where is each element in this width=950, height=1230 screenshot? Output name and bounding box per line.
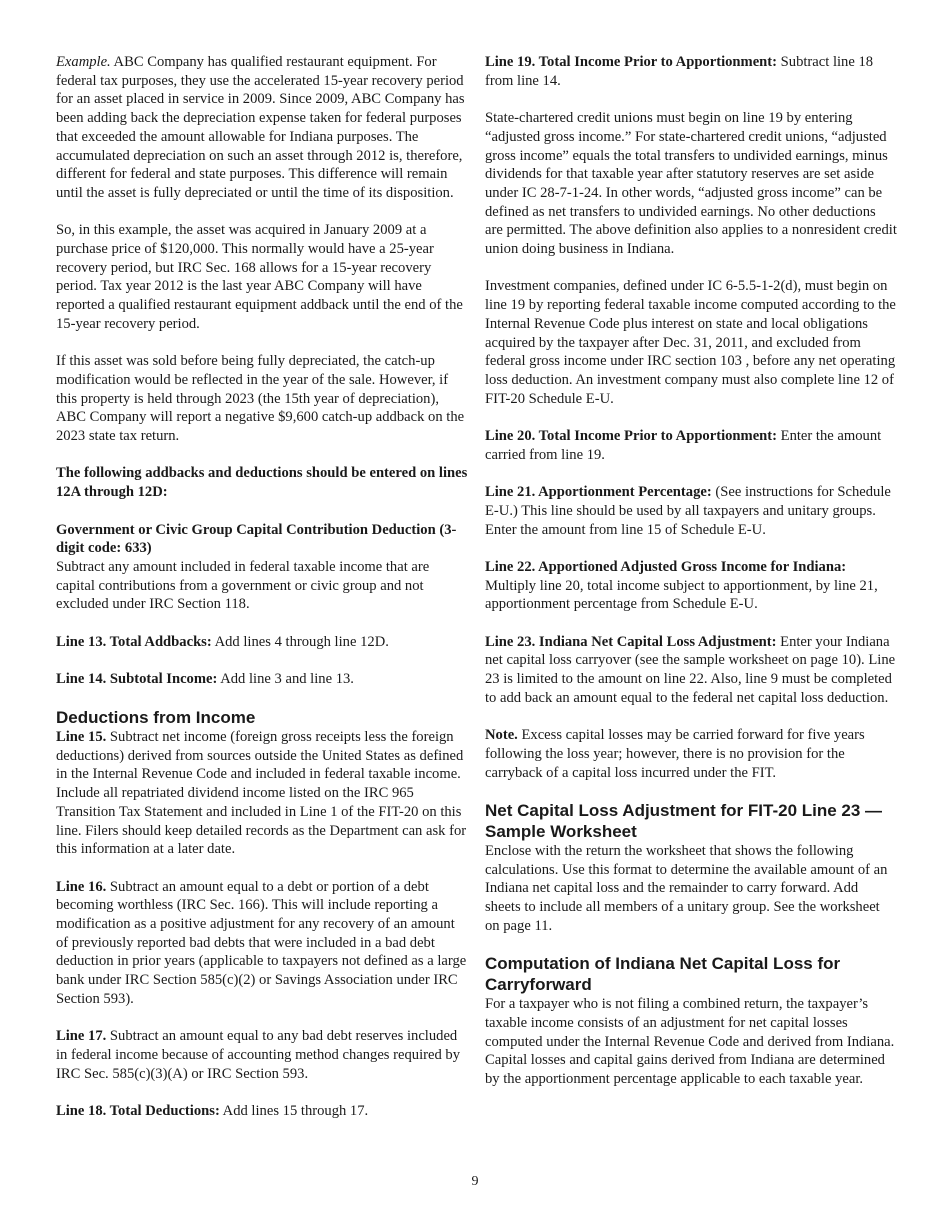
catch-up-paragraph: If this asset was sold before being fully depreciated, the catch-up modification would be reflected in the year of the sale. However, if this property is held through 2023 (the 15th year of depreciation), ABC Company will report a negative $9,600 catch-up addback on the 2023 state tax return. — [56, 353, 465, 445]
net-capital-loss-heading: Net Capital Loss Adjustment for FIT-20 Line 23 — Sample Worksheet — [485, 801, 883, 841]
page-number: 9 — [471, 1174, 479, 1189]
govt-heading: Government or Civic Group Capital Contribution Deduction (3-digit code: 633) — [56, 521, 457, 557]
left-column — [56, 53, 468, 1139]
govt-capital-contribution-section: Government or Civic Group Capital Contribution Deduction (3-digit code: 633) Subtract any amount included in federal taxable income that are capital contributions from a government or civic group and not excluded under IRC Section 118. — [56, 521, 457, 613]
computation-heading: Computation of Indiana Net Capital Loss for Carryforward — [485, 954, 841, 994]
line14-paragraph: Line 14. Subtotal Income: Add line 3 and line 13. — [56, 671, 354, 688]
addbacks-intro-heading: The following addbacks and deductions should be entered on lines 12A through 12D: — [56, 465, 468, 501]
computation-paragraph: For a taxpayer who is not filing a combined return, the taxpayer’s taxable income consists of an adjustment for net capital losses computed under the Internal Revenue Code and derived from Indiana. Capital losses and capital gains derived from Indiana are determined by the apportionment percentage applicable to each taxable year. — [485, 996, 895, 1088]
line15-paragraph: Line 15. Subtract net income (foreign gross receipts less the foreign deductions) derived from sources outside the United States as defined in the Internal Revenue Code and included in federal taxable income. Include all repatriated dividend income listed on the IRC 965 Transition Tax Statement and included in Line 1 of the FIT-20 on this line. Filers should keep detailed records as the Department can ask for this information at a later date. — [56, 729, 467, 858]
example-paragraph: Example. ABC Company has qualified restaurant equipment. For federal tax purposes, they use the accelerated 15-year recovery period for an asset placed in service in 2009. Since 2009, ABC Company has been adding back the depreciation expense taken for federal purposes that exceeded the amount allowable for Indiana purposes. The accumulated depreciation on such an asset through 2012 is, therefore, different for federal and state purposes. This difference will remain until the asset is fully depreciated or until the time of its disposition. — [56, 54, 465, 201]
line21-paragraph: Line 21. Apportionment Percentage: (See instructions for Schedule E-U.) This line should be used by all taxpayers and unitary groups. Enter the amount from line 15 of Schedule E-U. — [485, 484, 891, 538]
investment-companies-paragraph: Investment companies, defined under IC 6-5.5-1-2(d), must begin on line 19 by reporting federal taxable income computed according to the Internal Revenue Code plus interest on state and local obligations acquired by the taxpayer after Dec. 31, 2011, and excluded from federal gross income under IRC section 103 , before any net operating loss deduction. An investment company must also complete line 12 of FIT-20 Schedule E-U. — [485, 278, 896, 407]
note-paragraph: Note. Excess capital losses may be carried forward for five years following the loss year; however, there is no provision for the carryback of a capital loss incurred under the FIT. — [485, 727, 865, 781]
line16-paragraph: Line 16. Subtract an amount equal to a debt or portion of a debt becoming worthless (IRC Sec. 166). This will include reporting a modification as a positive adjustment for any recovery of an amount of previously reported bad debts that were included in a bad debt deduction in prior years (applicable to taxpayers not defined as a large bank under IRC Section 585(c)(2) or Savings Association under IRC Section 593). — [56, 878, 467, 1007]
line13-paragraph: Line 13. Total Addbacks: Add lines 4 through line 12D. — [56, 633, 389, 650]
line17-paragraph: Line 17. Subtract an amount equal to any bad debt reserves included in federal income because of accounting method changes required by IRC Sec. 585(c)(3)(A) or IRC Section 593. — [56, 1028, 461, 1082]
right-column — [485, 53, 897, 1089]
line20-paragraph: Line 20. Total Income Prior to Apportionment: Enter the amount carried from line 19. — [485, 428, 882, 463]
net-capital-loss-paragraph: Enclose with the return the worksheet that shows the following calculations. Use this format to determine the available amount of an Indiana net capital loss and the remainder to carry forward. Add sheets to include all members of a unitary group. See the worksheet on page 11. — [485, 843, 888, 934]
asset-example-paragraph: So, in this example, the asset was acquired in January 2009 at a purchase price of $120,000. This normally would have a 25-year recovery period, but IRC Sec. 168 allows for a 15-year recovery period. Tax year 2012 is the last year ABC Company will have reported a qualified restaurant equipment addback until the end of the 15-year recovery period. — [56, 222, 463, 332]
line23-paragraph: Line 23. Indiana Net Capital Loss Adjustment: Enter your Indiana net capital loss carryover (see the sample worksheet on page 10). Line 23 is limited to the amount on line 22. Also, line 9 must be completed to add back an amount equal to the federal net capital loss deduction. — [485, 633, 896, 706]
line22-paragraph: Line 22. Apportioned Adjusted Gross Income for Indiana: Multiply line 20, total income subject to apportionment, by line 21, apportionment percentage from Schedule E-U. — [485, 558, 878, 613]
line19-paragraph: Line 19. Total Income Prior to Apportionment: Subtract line 18 from line 14. — [485, 54, 874, 89]
credit-union-paragraph: State-chartered credit unions must begin on line 19 by entering “adjusted gross income.” For state-chartered credit unions, “adjusted gross income” equals the total transfers to undivided earnings, minus dividends for that taxable year after statutory reserves are set aside under IC 28-7-1-24. In other words, “adjusted gross income” can be defined as net transfers to undivided earnings. No other deductions are permitted. The above definition also applies to a nonresident credit union doing business in Indiana. — [485, 110, 897, 258]
deductions-heading: Deductions from Income — [56, 707, 256, 727]
line18-paragraph: Line 18. Total Deductions: Add lines 15 through 17. — [56, 1103, 369, 1120]
